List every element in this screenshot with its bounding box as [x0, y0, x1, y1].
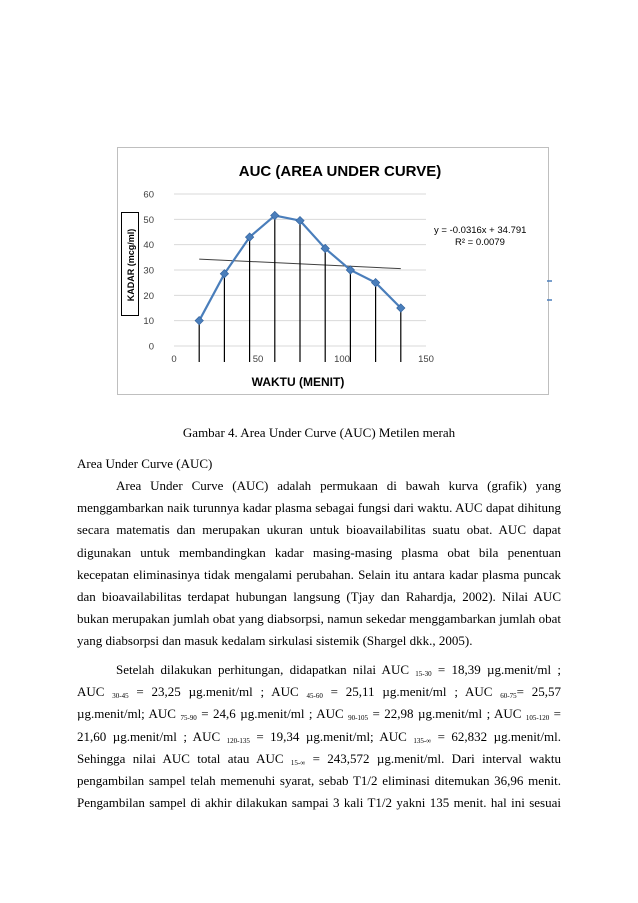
figure-caption: Gambar 4. Area Under Curve (AUC) Metilen merah — [182, 425, 456, 440]
y-tick-label: 10 — [143, 316, 154, 328]
x-tick-label: 50 — [252, 354, 264, 365]
chart-title: AUC (AREA UNDER CURVE) — [238, 163, 442, 180]
paragraph-1 — [77, 475, 561, 653]
section-heading: Area Under Curve (AUC) — [77, 456, 213, 471]
paragraph-2-line: pengambilan sampel telah memenuhi syarat, sebab T1/2 eliminasi ditemukan 36,96 menit. — [77, 773, 561, 789]
auc-chart — [118, 148, 550, 396]
x-tick-label: 0 — [171, 354, 177, 365]
paragraph-1-line: bukan merupakan jumlah obat yang diabsorpsi, namun sekedar menggambarkan jumlah obat — [77, 611, 561, 627]
paragraph-2-line: Pengambilan sampel di akhir dilakukan sampai 3 kali T1/2 yakni 135 menit. hal ini sesuai — [77, 795, 561, 811]
paragraph-1-line: dan bioavailabilitas terdapat hubungan langsung (Tjay dan Rahardja, 2002). Nilai AUC — [77, 589, 561, 605]
x-tick-label: 100 — [334, 354, 350, 365]
drop-lines-layer — [199, 216, 401, 362]
trend-equation: y = -0.0316x + 34.791 — [434, 225, 527, 236]
paragraph-1-line: secara matematis dan merupakan ukuran untuk bioavailabilitas suatu obat. AUC dapat — [77, 522, 561, 538]
x-tick-label: 150 — [418, 354, 434, 365]
y-tick-label: 0 — [148, 341, 154, 353]
y-axis-label-box — [121, 212, 139, 316]
y-tick-label: 30 — [143, 265, 154, 277]
y-tick-label: 40 — [143, 240, 154, 252]
tick-label-layer — [143, 190, 434, 366]
paragraph-2-line: Sehingga nilai AUC total atau AUC $_{15-\infty}$ = 243,572 µg.menit/ml. Dari interval waktu — [77, 750, 561, 767]
paragraph-2-line: AUC $_{30-45}$ = 23,25 µg.menit/ml ; AUC $_{45-60}$ = 25,11 µg.menit/ml ; AUC $_{60-75}$= 25,57 — [77, 684, 561, 701]
paragraph-1-line: yang diabsorpsi dan masuk kedalam sirkulasi sistemik (Shargel dkk., 2005). — [77, 633, 473, 649]
paragraph-2-line: Setelah dilakukan perhitungan, didapatkan nilai AUC $_{15-30}$ = 18,39 µg.menit/ml ; — [116, 662, 561, 678]
paragraph-2-line: µg.menit/ml; AUC $_{75-90}$ = 24,6 µg.menit/ml ; AUC $_{90-105}$ = 22,98 µg.menit/ml ; AUC $_{105-120}$ = — [77, 706, 561, 723]
x-axis-label: WAKTU (MENIT) — [251, 375, 345, 389]
paragraph-2-line: 21,60 µg.menit/ml ; AUC $_{120-135}$ = 19,34 µg.menit/ml; AUC $_{135-\infty}$ = 62,832 µg.menit/ml. — [77, 728, 562, 745]
paragraph-1-line: digunakan untuk membandingkan kadar masing-masing plasma obat bila penentuan — [77, 544, 561, 560]
paragraph-1-line: Area Under Curve (AUC) adalah permukaan di bawah kurva (grafik) yang — [116, 478, 561, 493]
paragraph-1-line: menggambarkan naik turunnya kadar plasma sebagai fungsi dari waktu. AUC dapat dihitung — [77, 500, 561, 516]
y-axis-label: KADAR (mcg/ml) — [126, 228, 136, 302]
paragraph-2 — [77, 659, 561, 814]
data-point — [195, 316, 203, 324]
y-tick-label: 60 — [143, 189, 154, 201]
y-tick-label: 20 — [143, 290, 154, 302]
paragraph-1-line: kecepatan eliminasinya tidak mengalami perubahan. Selain itu antara kadar plasma puncak — [77, 566, 561, 582]
trend-r-squared: R² = 0.0079 — [455, 237, 505, 248]
chart-frame — [117, 147, 549, 395]
y-tick-label: 50 — [143, 214, 154, 226]
